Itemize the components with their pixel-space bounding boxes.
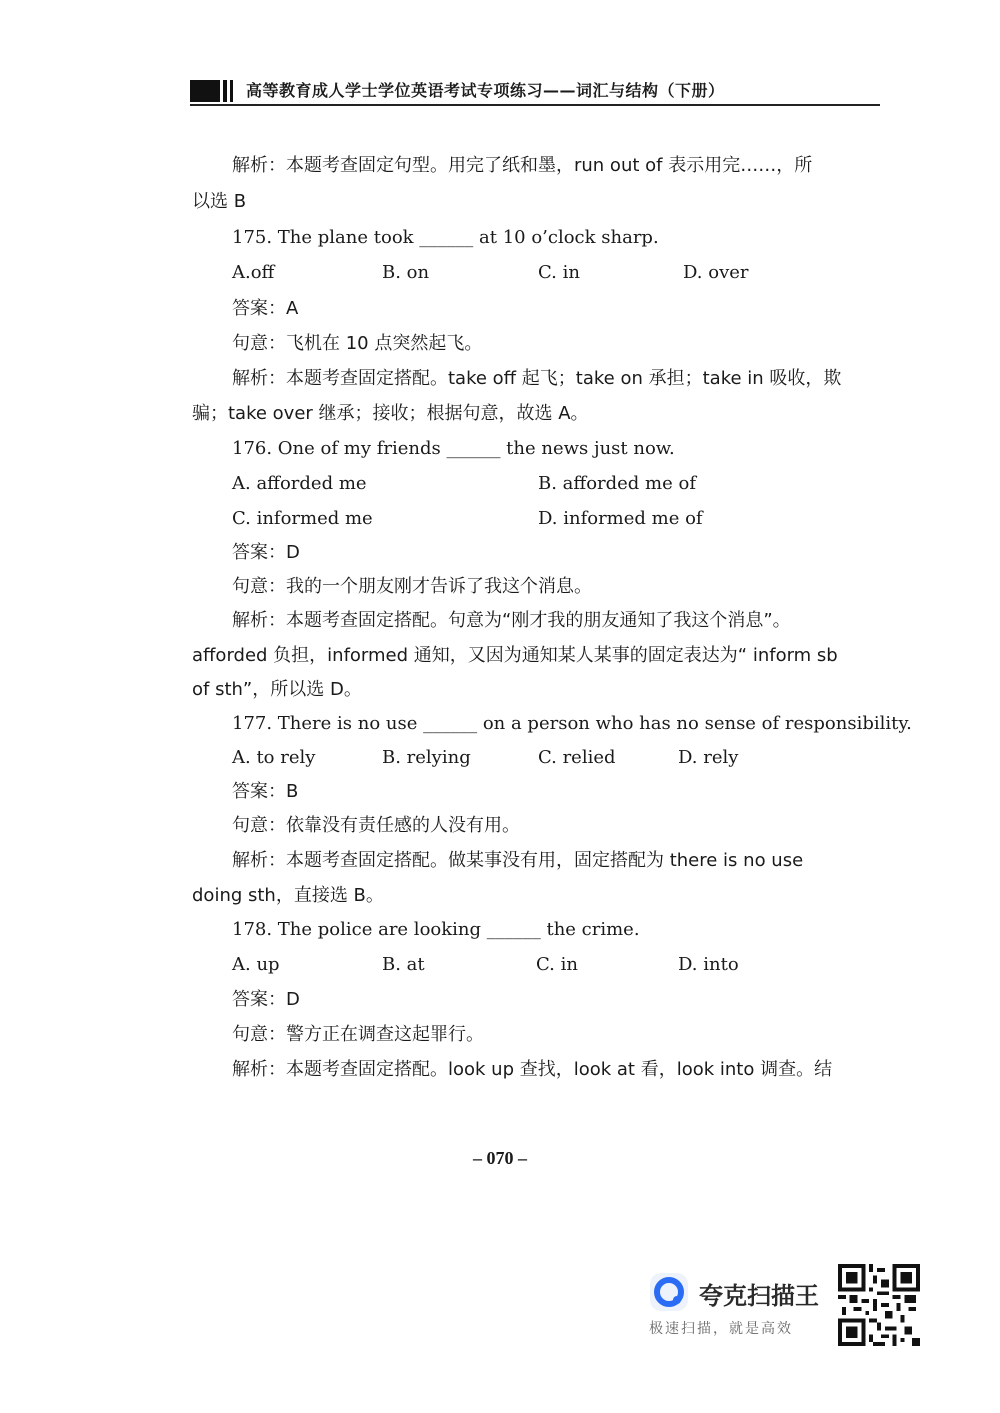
option-b: B. at <box>382 954 425 975</box>
explanation-176: 解析：本题考查固定搭配。句意为“刚才我的朋友通知了我这个消息”。 <box>232 610 791 631</box>
explanation-line: 解析：本题考查固定句型。用完了纸和墨，run out of 表示用完……，所 <box>232 155 813 176</box>
qr-code-icon <box>838 1264 920 1346</box>
running-header <box>190 76 880 106</box>
watermark-brand: 夸克扫描王 <box>699 1282 819 1310</box>
option-d: D. into <box>678 954 739 975</box>
question-175: 175. The plane took ______ at 10 o’clock sharp. <box>232 227 659 248</box>
header-title: 高等教育成人学士学位英语考试专项练习——词汇与结构（下册） <box>246 81 725 100</box>
answer-176: 答案：D <box>232 542 300 563</box>
explanation-177: 解析：本题考查固定搭配。做某事没有用，固定搭配为 there is no use <box>232 850 804 871</box>
meaning-178: 句意：警方正在调查这起罪行。 <box>232 1024 484 1045</box>
option-b: B. relying <box>382 747 471 768</box>
option-c: C. in <box>536 954 578 975</box>
explanation-176-cont2: of sth”，所以选 D。 <box>192 679 362 700</box>
option-c: C. in <box>538 262 580 283</box>
meaning-175: 句意：飞机在 10 点突然起飞。 <box>232 333 483 354</box>
option-c: C. informed me <box>232 508 373 529</box>
option-a: A. afforded me <box>232 473 367 494</box>
quark-logo-icon <box>649 1272 689 1312</box>
question-177: 177. There is no use ______ on a person who has no sense of responsibility. <box>232 713 912 734</box>
meaning-176: 句意：我的一个朋友刚才告诉了我这个消息。 <box>232 576 592 597</box>
answer-178: 答案：D <box>232 989 300 1010</box>
page-number: – 070 – <box>473 1148 527 1168</box>
option-a: A.off <box>232 262 275 283</box>
explanation-176-cont: afforded 负担，informed 通知，又因为通知某人某事的固定表达为“ inform sb <box>192 645 838 666</box>
watermark-slogan: 极速扫描，就是高效 <box>649 1321 793 1337</box>
answer-177: 答案：B <box>232 781 299 802</box>
option-c: C. relied <box>538 747 616 768</box>
option-a: A. up <box>232 954 280 975</box>
explanation-175: 解析：本题考查固定搭配。take off 起飞；take on 承担；take in 吸收，欺 <box>232 368 842 389</box>
answer-175: 答案：A <box>232 298 299 319</box>
option-a: A. to rely <box>232 747 316 768</box>
option-b: B. afforded me of <box>538 473 696 494</box>
header-rule <box>190 104 880 106</box>
option-d: D. over <box>683 262 749 283</box>
question-176: 176. One of my friends ______ the news just now. <box>232 438 675 459</box>
scanner-watermark <box>645 1262 925 1352</box>
explanation-177-cont: doing sth，直接选 B。 <box>192 885 384 906</box>
explanation-175-cont: 骗；take over 继承；接收；根据句意，故选 A。 <box>192 403 589 424</box>
option-d: D. rely <box>678 747 739 768</box>
meaning-177: 句意：依靠没有责任感的人没有用。 <box>232 815 520 836</box>
explanation-line: 以选 B <box>192 191 247 212</box>
question-178: 178. The police are looking ______ the crime. <box>232 919 640 940</box>
explanation-178: 解析：本题考查固定搭配。look up 查找，look at 看，look into 调查。结 <box>232 1059 833 1080</box>
option-d: D. informed me of <box>538 508 703 529</box>
option-b: B. on <box>382 262 430 283</box>
